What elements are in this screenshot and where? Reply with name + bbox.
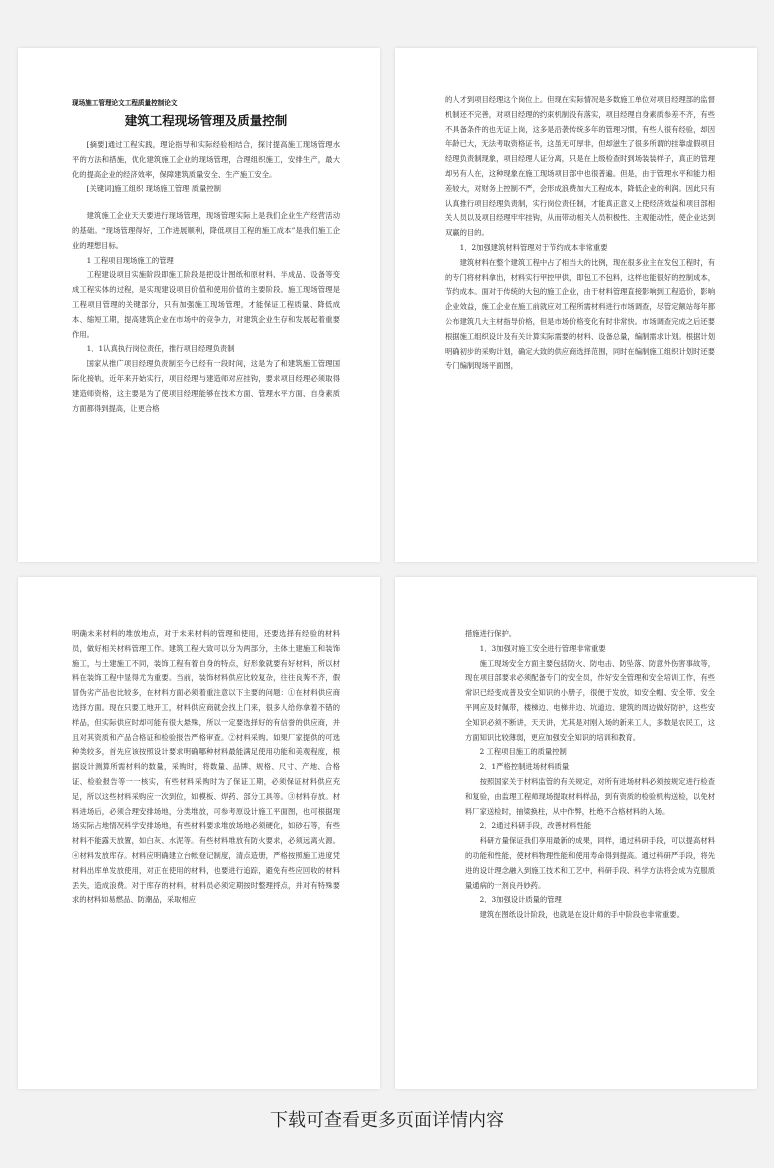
body-paragraph: 措施进行保护。 (465, 629, 517, 638)
body-paragraph: 工程建设项目实施阶段即施工阶段是把设计图纸和原材料、半成品、设备等变成工程实体的过程，是实现建设项目价值和使用价值的主要阶段。施工现场管理是工程项目管理的关键部分，只有加强施工现场管理，才能保证工程质量、降低成本、缩短工期，提高建筑企业在市场中的竞争力，对建筑企业生存和发展起着重要作用。 (72, 270, 340, 339)
running-header: 现场施工管理论文工程质量控制论文 (72, 99, 178, 107)
subsection-heading: 2．2通过科研手段，改善材料性能 (479, 821, 592, 831)
document-title: 建筑工程现场管理及质量控制 (124, 113, 288, 128)
body-paragraph: 国家从推广项目经理负责制至今已经有一段时间，这是为了和建筑施工管理国际化接轨，近年来开始实行，项目经理与建造师对应挂钩，要求项目经理必须取得建造师资格，这主要是为了使项目经理能够在技术方面、管理水平方面、自身素质方面都得到提高，让更合格 (72, 359, 340, 413)
document-page-3 (18, 577, 380, 1089)
document-page-4 (395, 577, 757, 1089)
subsection-heading: 2．1严格控制进场材料质量 (479, 762, 570, 772)
body-paragraph: 建筑施工企业天天要进行现场管理，现场管理实际上是我们企业生产经营活动的基础。“现场管理得好，工作进展顺利，降低项目工程的施工成本”是我们施工企业的理想目标。 (72, 211, 340, 250)
subsection-heading: 2．3加强设计质量的管理 (479, 895, 562, 905)
subsection-heading: 1．1认真执行岗位责任，推行项目经理负责制 (86, 344, 235, 354)
document-page-2 (395, 48, 757, 562)
abstract-paragraph: [摘要]通过工程实践，理论指导和实际经验相结合，探讨提高施工现场管理水平的方法和措施，优化建筑施工企业的现场管理，合理组织施工，安排生产，最大化的提高企业的经济效率，保障建筑质量安全、生产施工安全。 (72, 140, 340, 179)
subsection-heading: 1．3加强对施工安全进行管理非常重要 (479, 643, 606, 653)
body-paragraph: 明确未来材料的堆放地点，对于未来材料的管理和使用，还要选择有经验的材料员，做好相关材料管理工作。建筑工程大致可以分为两部分，主体土建施工和装饰施工，与土建施工不同，装饰工程有着自身的特点，好形象就要有好材料，所以材料在装饰工程中显得尤为重要。当前，装饰材料供应比较复杂，往往良莠不齐，假冒伪劣产品也比较多，在材料方面必须着重注意以下主要的问题：①在材料供应商选择方面。现在只要工地开工，材料供应商就会找上门来，很多人给你拿着不错的样品，但实际供应时却可能有很大悬殊，所以一定要选择好的有信誉的供应商，并且对其资质和产品合格证和检验报告严格审查。②材料采购。如果厂家提供的可选种类较多，首先应该按照设计要求明确哪种材料最能满足使用功能和美观程度，根据设计测算所需材料的数量，采购时，将数量、品牌、规格、尺寸、产地、合格证、检验报告等一一核实，有些材料采购时为了保证工期，必须保证材料供应充足，所以这些材料采购应一次到位，如模板、焊药、部分工具等。③材料存放。材料进场后，必须合理安排场地，分类堆放，可参考原设计施工平面图，也可根据现场实际占地情况科学安排场地，有些材料要求堆放场地必须硬化，如砂石等，有些材料不能露天放置，如白灰、水泥等。有些材料堆放有防火要求，必须远离火源。④材料发放库存。材料应明确建立台帐登记制度，清点造册，严格按照施工进度凭材料出库单发放使用，对正在使用的材料，也要进行追踪，避免有些应回收的材料丢失，造成浪费。对于库存的材料，材料员必须定期按时整理捋点，并对有特殊要求的材料如易燃品、防潮品，采取相应 (72, 629, 340, 905)
document-page-1 (18, 48, 380, 562)
body-paragraph: 建筑材料在整个建筑工程中占了相当大的比例，现在很多业主在发包工程时，有的专门将材料拿出，材料实行甲控甲供，即包工不包料，这样也能很好的控制成本，节约成本。面对于传统的大包的施工企业，由于材料管理直接影响到工程造价，影响企业效益，施工企业在施工前就应对工程所需材料进行市场调查，尽管定额站每年都公布建筑几大主材指导价格，但是市场价格变化有时非常快。市场调查完成之后还要根据施工组织设计及有关计算实际需要的材料、设备总量，编制需求计划。根据计划明确初步的采购计划，确定大致的供应商选择范围，同时在编制施工组织计划时还要专门编制现场平面图， (445, 257, 715, 371)
body-paragraph: 按照国家关于材料监管的有关规定，对所有进场材料必须按规定进行检查和复验，由监理工程师现场提取材料样品，到有资质的检验机构送检，以免材料厂家送检时，抽梁换柱，从中作弊，杜绝不合格材料的入场。 (465, 776, 715, 816)
download-more-link[interactable]: 下载可查看更多页面详情内容 (270, 1110, 504, 1131)
body-paragraph: 施工现场安全方面主要包括防火、防电击、防坠落、防意外伤害事故等，现在项目部要求必须配备专门的安全员，作好安全管理和安全培训工作，有些常识已经变成普及安全知识的小册子，很便于发放，如安全帽、安全带、安全平网应及时佩带，楼梯边、电梯井边、坑道边、建筑的周边做好防护，这些安全知识必须不断讲，天天讲，尤其是对刚入场的新来工人，多数是农民工，这方面知识比较薄弱，更应加强安全知识的培训和教育。 (465, 658, 715, 742)
body-paragraph: 科研方量保证我们享用最新的成果，同样，通过科研手段，可以提高材料的功能和性能，使材料物理性能和使用寿命得到提高。通过科研严手段，将先进的设计理念融入到施工技术和工艺中，科研手段、科学方法将会成为克服质量通病的一剂良丹妙药。 (465, 836, 715, 890)
section-heading: 1 工程项目现场施工的管理 (86, 255, 174, 265)
body-paragraph: 的人才到项目经理这个岗位上。但现在实际情况是多数施工单位对项目经理部的监督机制还不完善，对项目经理的约束机制没有落实，项目经理自身素质参差不齐，有些不具备条件的也无证上岗，这多是沿袭传统多年的管理习惯，有些人很有经验，却因年龄已大，无法考取资格证书，这虽无可厚非，但却滋生了很多所谓的挂靠虚假项目经理负责制现象，项目经理人证分离，只是在上级检查时到场装装样子，真正的管理却另有人在，这种现象在施工现场项目部中也很普遍。但是，由于管理水平和能力相差较大，对财务上控制不严，会形成浪费加大工程成本，降低企业的利润。因此只有认真推行项目经理负责制，实行岗位责任制，才能真正意义上使经济效益和项目部相关人员以及项目经理牢牢挂钩，从而带动相关人员积极性、主观能动性，使企业达到双赢的目的。 (445, 95, 715, 238)
subsection-heading: 1．2加强建筑材料管理对于节约成本非常重要 (459, 242, 608, 252)
section-heading: 2 工程项目施工的质量控制 (479, 747, 567, 757)
keywords-line: [关键词]施工组织 现场施工管理 质量控制 (86, 184, 221, 194)
body-paragraph: 建筑在图纸设计阶段，也就是在设计师的手中阶段也非常重要。 (479, 910, 684, 920)
